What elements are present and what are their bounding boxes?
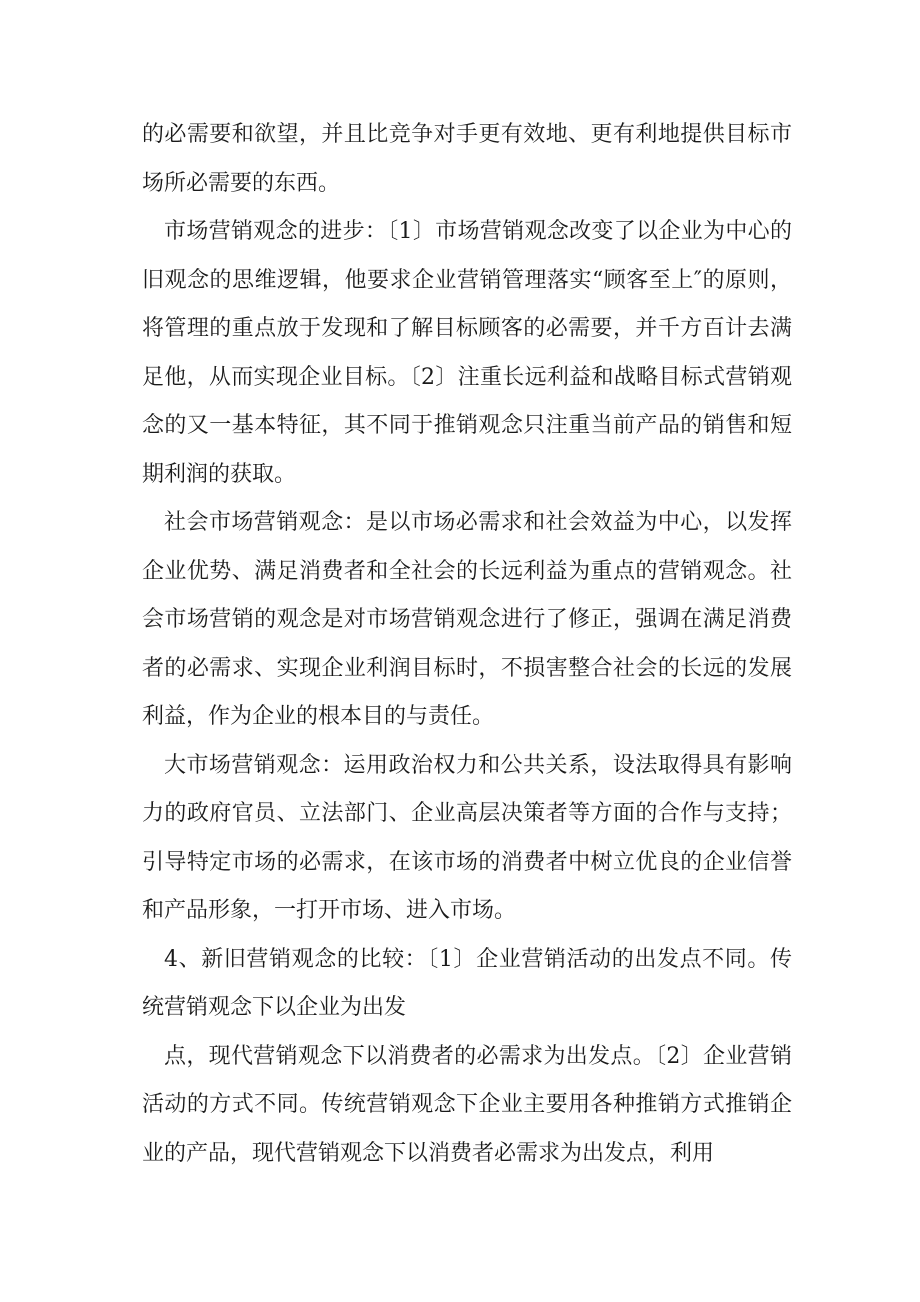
paragraph-marketing-concept-progress: 市场营销观念的进步：〔1〕市场营销观念改变了以企业为中心的旧观念的思维逻辑，他要求企业营销管理落实“顾客至上″的原则，将管理的重点放于发现和了解目标顾客的必需要，并千方百计去满足他，从而实现企业目标。〔2〕注重长远利益和战略目标式营销观念的又一基本特征，其不同于推销观念只注重当前产品的销售和短期利润的获取。 — [142, 219, 792, 487]
paragraph-social-marketing-concept: 社会市场营销观念：是以市场必需求和社会效益为中心，以发挥企业优势、满足消费者和全社会的长远利益为重点的营销观念。社会市场营销的观念是对市场营销观念进行了修正，强调在满足消费者的必需求、实现企业利润目标时，不损害整合社会的长远的发展利益，作为企业的根本目的与责任。 — [142, 510, 792, 729]
paragraph-continuation: 的必需要和欲望，并且比竞争对手更有效地、更有利地提供目标市场所必需要的东西。 — [142, 122, 792, 196]
paragraph-concept-comparison: 4、新旧营销观念的比较：〔1〕企业营销活动的出发点不同。传统营销观念下以企业为出发 — [142, 946, 792, 1020]
paragraph-comparison-continued: 点，现代营销观念下以消费者的必需求为出发点。〔2〕企业营销活动的方式不同。传统营销观念下企业主要用各种推销方式推销企业的产品，现代营销观念下以消费者必需求为出发点，利用 — [142, 1043, 792, 1166]
paragraph-mega-marketing-concept: 大市场营销观念：运用政治权力和公共关系，设法取得具有影响力的政府官员、立法部门、企业高层决策者等方面的合作与支持；引导特定市场的必需求，在该市场的消费者中树立优良的企业信誉和产品形象，一打开市场、进入市场。 — [142, 752, 792, 923]
document-body — [142, 111, 792, 1178]
